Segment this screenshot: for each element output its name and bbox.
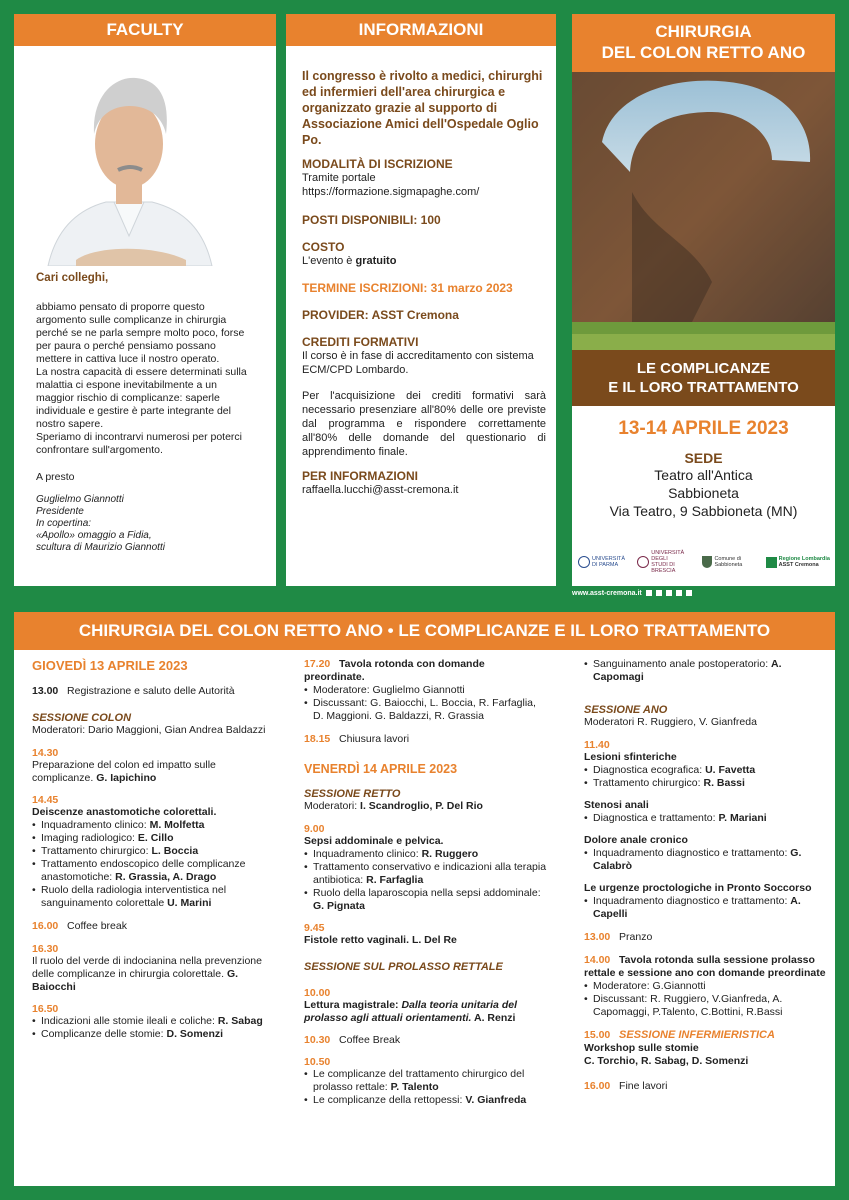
day-title: VENERDÌ 14 APRILE 2023 — [304, 762, 458, 776]
info-panel — [286, 14, 556, 586]
list-item: • Imaging radiologico: E. Cillo — [32, 832, 276, 845]
item-text: Chiusura lavori — [339, 733, 410, 745]
list-item: • Discussant: G. Baiocchi, L. Boccia, R. Farfaglia, D. Maggioni. G. Baldazzi, R. Grassia — [304, 697, 548, 723]
session-title: SESSIONE RETTO — [304, 788, 401, 800]
twitter-icon[interactable] — [666, 590, 672, 596]
speaker: C. Torchio, R. Sabag, D. Somenzi — [584, 1055, 749, 1067]
program-column-2 — [304, 658, 548, 1107]
list-item: • Inquadramento diagnostico e trattamento: A. Capelli — [584, 895, 826, 921]
cover-sculpture-image — [572, 72, 835, 350]
list-item: • Diagnostica ecografica: U. Favetta — [584, 764, 826, 777]
item-text: Coffee Break — [339, 1034, 401, 1046]
time: 16.00 — [584, 1080, 611, 1092]
costo-text: L'evento è — [302, 255, 356, 267]
list-item: • Trattamento endoscopico delle complicanze anastomotiche: R. Grassia, A. Drago — [32, 858, 276, 884]
item-title: Tavola rotonda con domande preordinate. — [304, 658, 485, 683]
item-text: Il ruolo del verde di indocianina nella prevenzione delle complicanze in chirurgia colorettale. — [32, 955, 262, 980]
session-title: SESSIONE COLON — [32, 712, 132, 724]
item-text: Fine lavori — [619, 1080, 668, 1092]
cover-caption: scultura di Maurizio Giannotti — [36, 542, 165, 553]
list-item: • Sanguinamento anale postoperatorio: A. Capomagi — [584, 658, 826, 684]
posti-title: POSTI DISPONIBILI: 100 — [302, 213, 441, 227]
time: 13.00 — [584, 931, 611, 943]
cover-caption: «Apollo» omaggio a Fidia, — [36, 530, 152, 541]
list-item: • Le complicanze del trattamento chirurgico del prolasso rettale: P. Talento — [304, 1068, 548, 1094]
faculty-closing: A presto — [36, 471, 75, 483]
time: 17.20 — [304, 658, 331, 670]
time: 14.45 — [32, 794, 59, 806]
time: 18.15 — [304, 733, 331, 745]
time: 10.00 — [304, 987, 331, 999]
list-item: • Indicazioni alle stomie ileali e coliche: R. Sabag — [32, 1015, 276, 1028]
cover-subtitle-line: LE COMPLICANZE — [636, 360, 771, 377]
faculty-paragraph: La nostra capacità di essere determinati sulla malattia ci espone inevitabilmente a un maggior rischio di complicanze: saperle individuale e gestire è parte integrante del nostro sapere. — [36, 366, 247, 430]
time: 10.50 — [304, 1056, 331, 1068]
logos-row — [578, 548, 830, 576]
comune-crest-icon — [702, 556, 712, 568]
facebook-icon[interactable] — [646, 590, 652, 596]
cover-title-line: CHIRURGIA — [655, 22, 752, 41]
youtube-icon[interactable] — [676, 590, 682, 596]
signature-name: Guglielmo Giannotti — [36, 494, 124, 505]
speaker: G. Iapichino — [96, 772, 157, 784]
list-item: • Trattamento chirurgico: R. Bassi — [584, 777, 826, 790]
item-title: Dalla teoria unitaria del prolasso agli attuali orientamenti. — [304, 999, 517, 1024]
list-item: • Trattamento conservativo e indicazioni alla terapia antibiotica: R. Farfaglia — [304, 861, 548, 887]
item-title: Dolore anale cronico — [584, 834, 688, 846]
asst-label: ASST Cremona — [778, 562, 819, 568]
university-brescia-label: UNIVERSITÀ DEGLI STUDI DI BRESCIA — [651, 550, 685, 574]
mod-title: MODALITÀ DI ISCRIZIONE — [302, 157, 453, 171]
time: 16.00 — [32, 920, 59, 932]
item-title: Lesioni sfinteriche — [584, 751, 677, 763]
speaker: A. Renzi — [471, 1012, 516, 1024]
list-item: • Moderatore: G.Giannotti — [584, 980, 826, 993]
time: 9.00 — [304, 823, 325, 835]
list-item: • Diagnostica e trattamento: P. Mariani — [584, 812, 826, 825]
sede-title: SEDE — [684, 450, 723, 466]
crediti-text: Per l'acquisizione dei crediti formativi sarà necessario presenziare all'80% delle ore previste dal programma e rispondere correttamente all'80% delle domande del questionario di apprendimento finale. — [302, 390, 546, 458]
item-title: Workshop sulle stomie — [584, 1042, 699, 1054]
crediti-title: CREDITI FORMATIVI — [302, 335, 419, 349]
list-item: • Complicanze delle stomie: D. Somenzi — [32, 1028, 276, 1041]
time: 15.00 — [584, 1029, 611, 1041]
faculty-header: FACULTY — [14, 14, 276, 46]
termine-title: TERMINE ISCRIZIONI: 31 marzo 2023 — [302, 281, 513, 295]
program-header: CHIRURGIA DEL COLON RETTO ANO • LE COMPLICANZE E IL LORO TRATTAMENTO — [14, 612, 835, 650]
signature-role: Presidente — [36, 506, 84, 517]
faculty-greeting: Cari colleghi, — [36, 272, 109, 284]
university-brescia-logo-icon — [637, 556, 649, 568]
university-parma-logo-icon — [578, 556, 590, 568]
faculty-paragraph: abbiamo pensato di proporre questo argomento sulle complicanze in chirurgia perché se ne parla sempre molto poco, forse per paura o perché pensiamo possano mettere in cattiva luce il nostro operato. — [36, 301, 245, 365]
list-item: • Trattamento chirurgico: L. Boccia — [32, 845, 276, 858]
per-info-title: PER INFORMAZIONI — [302, 469, 418, 483]
info-header: INFORMAZIONI — [286, 14, 556, 46]
session-title: SESSIONE INFERMIERISTICA — [619, 1029, 775, 1041]
cover-subtitle-line: E IL LORO TRATTAMENTO — [608, 379, 799, 396]
speaker: G. Baiocchi — [32, 968, 239, 993]
costo-title: COSTO — [302, 240, 345, 254]
program-column-3 — [584, 658, 826, 1093]
cover-title — [572, 14, 835, 72]
day-title: GIOVEDÌ 13 APRILE 2023 — [32, 658, 188, 673]
list-item: • Ruolo della laparoscopia nella sepsi addominale: G. Pignata — [304, 887, 548, 913]
cover-title-line: DEL COLON RETTO ANO — [601, 43, 806, 62]
mod-text: Tramite portale — [302, 172, 376, 184]
time: 14.30 — [32, 747, 59, 759]
list-item: • Discussant: R. Ruggiero, V.Gianfreda, A. Capomaggi, P.Talento, C.Bottini, R.Bassi — [584, 993, 826, 1019]
cover-subtitle — [572, 350, 835, 406]
provider-title: PROVIDER: ASST Cremona — [302, 308, 459, 322]
event-date: 13-14 APRILE 2023 — [618, 418, 789, 439]
item-title: Deiscenze anastomotiche colorettali. — [32, 806, 217, 818]
program-column-1 — [32, 658, 276, 1041]
instagram-icon[interactable] — [656, 590, 662, 596]
item-title: Lettura magistrale: — [304, 999, 402, 1011]
item-text: Pranzo — [619, 931, 653, 943]
item-title: Sepsi addominale e pelvica. — [304, 835, 444, 847]
faculty-photo — [36, 60, 222, 266]
website-link[interactable]: www.asst-cremona.it — [572, 589, 642, 597]
item-text: Registrazione e saluto delle Autorità — [67, 685, 235, 697]
list-item: • Inquadramento diagnostico e trattamento: G. Calabrò — [584, 847, 826, 873]
program-panel — [14, 612, 835, 1186]
time: 13.00 — [32, 685, 59, 697]
list-item: • Inquadramento clinico: R. Ruggero — [304, 848, 548, 861]
cover-panel — [572, 14, 835, 586]
time: 16.30 — [32, 943, 59, 955]
moderators: Moderatori R. Ruggiero, V. Gianfreda — [584, 716, 757, 728]
regione-label: Regione Lombardia — [778, 556, 830, 562]
mod-link[interactable]: https://formazione.sigmapaghe.com/ — [302, 186, 480, 198]
session-title: SESSIONE ANO — [584, 704, 668, 716]
list-item: • Moderatore: Guglielmo Giannotti — [304, 684, 548, 697]
time: 9.45 — [304, 922, 325, 934]
moderators-names: I. Scandroglio, P. Del Rio — [360, 800, 483, 812]
linkedin-icon[interactable] — [686, 590, 692, 596]
cover-label: In copertina: — [36, 518, 92, 529]
moderators: Moderatori: Dario Maggioni, Gian Andrea Baldazzi — [32, 724, 266, 736]
sede-line: Via Teatro, 9 Sabbioneta (MN) — [609, 503, 798, 519]
item-title: Stenosi anali — [584, 799, 649, 811]
costo-value: gratuito — [355, 255, 397, 267]
list-item: • Ruolo della radiologia interventistica nel sanguinamento colorettale U. Marini — [32, 884, 276, 910]
list-item: • Inquadramento clinico: M. Molfetta — [32, 819, 276, 832]
session-title: SESSIONE SUL PROLASSO RETTALE — [304, 961, 503, 973]
faculty-panel — [14, 14, 276, 586]
website-row — [572, 588, 835, 598]
faculty-paragraph: Speriamo di incontrarvi numerosi per poterci confrontare sull'argomento. — [36, 431, 243, 456]
list-item: • Le complicanze della rettopessi: V. Gianfreda — [304, 1094, 548, 1107]
sede-line: Teatro all'Antica — [654, 467, 753, 483]
item-title: Fistole retto vaginali. L. Del Re — [304, 934, 457, 946]
per-info-email[interactable]: raffaella.lucchi@asst-cremona.it — [302, 484, 459, 496]
info-intro: Il congresso è rivolto a medici, chirurghi ed infermieri dell'area chirurgica e organizzato grazie al supporto di Associazione Amici dell'Ospedale Oglio Po. — [302, 69, 543, 147]
item-title: Tavola rotonda sulla sessione prolasso rettale e sessione ano con domande preordinate — [584, 954, 826, 979]
university-parma-label: UNIVERSITÀ DI PARMA — [592, 556, 626, 568]
time: 11.40 — [584, 739, 610, 751]
regione-logo-icon — [766, 557, 777, 568]
comune-label: Comune di Sabbioneta — [714, 556, 743, 568]
sede-line: Sabbioneta — [668, 485, 739, 501]
item-text: Coffee break — [67, 920, 127, 932]
time: 14.00 — [584, 954, 611, 966]
moderators: Moderatori: — [304, 800, 361, 812]
time: 10.30 — [304, 1034, 331, 1046]
crediti-text: Il corso è in fase di accreditamento con sistema ECM/CPD Lombardo. — [302, 350, 534, 376]
time: 16.50 — [32, 1003, 59, 1015]
item-text: Preparazione del colon ed impatto sulle complicanze. — [32, 759, 216, 784]
item-title: Le urgenze proctologiche in Pronto Soccorso — [584, 882, 812, 894]
